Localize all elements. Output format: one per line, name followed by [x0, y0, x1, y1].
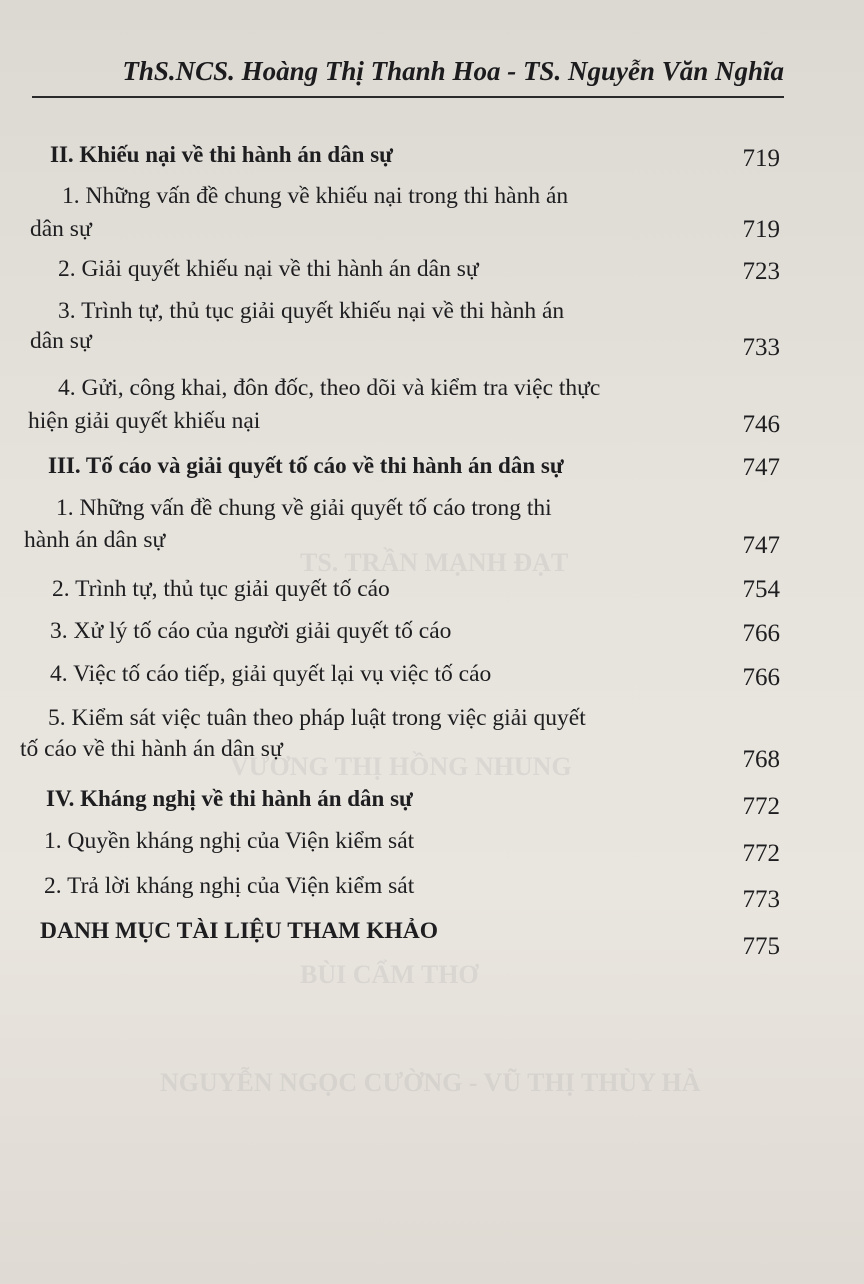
- toc-page-number: 772: [742, 840, 780, 867]
- toc-entry-title: 2. Trình tự, thủ tục giải quyết tố cáo: [52, 576, 390, 602]
- toc-page-number: 766: [742, 620, 780, 647]
- toc-page-number: 723: [742, 258, 780, 285]
- toc-entry-title-cont: hiện giải quyết khiếu nại: [28, 408, 261, 434]
- toc-page-number: 747: [742, 532, 780, 559]
- toc-entry-title-cont: dân sự: [30, 216, 92, 242]
- show-through-text: TS. TRẦN MẠNH ĐẠT: [300, 548, 569, 577]
- toc-page-number: 754: [742, 576, 780, 603]
- toc-page-number: 733: [742, 334, 780, 361]
- show-through-text: NGUYỄN NGỌC CƯỜNG - VŨ THỊ THÙY HÀ: [160, 1068, 701, 1097]
- toc-entry-title: 3. Trình tự, thủ tục giải quyết khiếu nại về thi hành án: [58, 298, 565, 324]
- toc-entry-title: 4. Gửi, công khai, đôn đốc, theo dõi và kiểm tra việc thực: [58, 375, 601, 401]
- toc-entry-title-cont: tố cáo về thi hành án dân sự: [20, 736, 283, 762]
- toc-entry-title: 1. Những vấn đề chung về giải quyết tố cáo trong thi: [56, 495, 552, 521]
- show-through-text: VƯƠNG THỊ HỒNG NHUNG: [230, 752, 572, 781]
- toc-entry-title: 1. Những vấn đề chung về khiếu nại trong thi hành án: [62, 183, 569, 209]
- toc-page-number: 746: [742, 411, 780, 438]
- toc-page-number: 766: [742, 664, 780, 691]
- toc-page-number: 772: [742, 793, 780, 820]
- running-header-title: ThS.NCS. Hoàng Thị Thanh Hoa - TS. Nguyễn Văn Nghĩa: [122, 56, 784, 86]
- toc-entry-title: II. Khiếu nại về thi hành án dân sự: [50, 142, 393, 167]
- toc-page-number: 768: [742, 746, 780, 773]
- toc-entry-title: 4. Việc tố cáo tiếp, giải quyết lại vụ việc tố cáo: [50, 661, 492, 687]
- toc-entry-title-cont: hành án dân sự: [24, 527, 166, 553]
- toc-entry-title: III. Tố cáo và giải quyết tố cáo về thi hành án dân sự: [48, 453, 564, 478]
- toc-entry-title: DANH MỤC TÀI LIỆU THAM KHẢO: [40, 918, 439, 944]
- toc-entry-title: IV. Kháng nghị về thi hành án dân sự: [46, 786, 413, 811]
- toc-page-number: 775: [742, 933, 780, 960]
- toc-page-number: 719: [742, 145, 780, 172]
- toc-entry-title: 3. Xử lý tố cáo của người giải quyết tố cáo: [50, 618, 452, 644]
- toc-page-number: 773: [742, 886, 780, 913]
- toc-entry-title: 2. Trả lời kháng nghị của Viện kiểm sát: [44, 873, 415, 899]
- toc-entry-title: 5. Kiểm sát việc tuân theo pháp luật trong việc giải quyết: [48, 705, 586, 731]
- toc-entry-title-cont: dân sự: [30, 328, 92, 354]
- show-through-text: BÙI CẨM THƠ: [300, 960, 479, 989]
- toc-entry-title: 2. Giải quyết khiếu nại về thi hành án dân sự: [58, 256, 479, 282]
- toc-entry-title: 1. Quyền kháng nghị của Viện kiểm sát: [44, 828, 415, 854]
- toc-page-number: 719: [742, 216, 780, 243]
- toc-page-number: 747: [742, 454, 780, 481]
